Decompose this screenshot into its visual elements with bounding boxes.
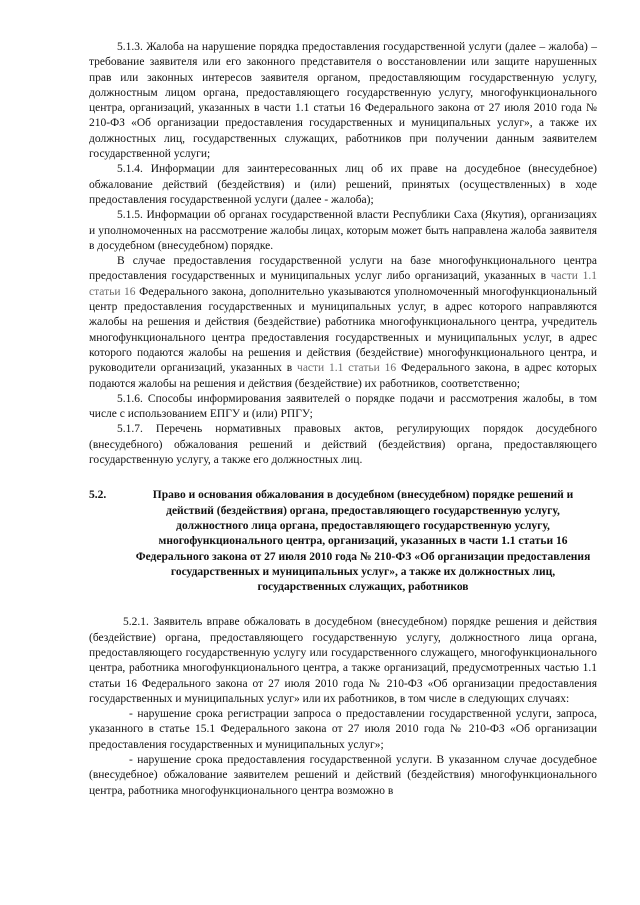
section-number: 5.2.	[89, 489, 107, 502]
paragraph-mfc-text-1: В случае предоставления государственной услуги на базе многофункционального центра предоставления государственных и муниципальных услуг либо организаций, указанных в	[89, 255, 597, 283]
paragraph-5-1-6: 5.1.6. Способы информирования заявителей о порядке подачи и рассмотрения жалобы, в том числе с использованием ЕПГУ и (или) РПГУ;	[89, 392, 597, 421]
paragraph-mfc-text-2: Федерального закона, дополнительно указываются уполномоченный многофункциональный центр предоставления государственных и муниципальных услуг, в адрес которого направляются жалобы на решения и действия (бездействие) работника многофункционального центра, учредитель многофункционального центра предоставления государственных и муниципальных услуг, в адрес которого подаются жалобы на решения и действия (бездействие) многофункционального центра, и руководители организаций, указанных в	[89, 285, 597, 375]
paragraph-mfc	[89, 254, 597, 392]
law-reference-link: части 1.1 статьи 16	[297, 362, 397, 375]
paragraph-mfc-text-3: Федерального закона, в адрес которых подаются жалобы на решения и действия (бездействие) их работников, соответственно;	[89, 362, 597, 390]
paragraph-5-1-7: 5.1.7. Перечень нормативных правовых актов, регулирующих порядок досудебного (внесудебного) обжалования решений и действий (бездействия) органа, предоставляющего государственную услугу, а также его должностных лиц.	[89, 423, 597, 467]
paragraph-5-1-5: 5.1.5. Информации об органах государственной власти Республики Саха (Якутия), организациях и уполномоченных на рассмотрение жалобы лицах, которым может быть направлена жалоба заявителя в досудебном (внесудебном) порядке.	[89, 209, 597, 252]
law-reference-link: части 1.1 статьи 16	[89, 270, 597, 298]
list-item: - нарушение срока регистрации запроса о предоставлении государственной услуги, запроса, указанного в статье 15.1 Федерального закона от 27 июля 2010 года № 210-ФЗ «Об организации предоставления государственных и муниципальных услуг»;	[89, 708, 597, 751]
spacer	[89, 468, 597, 478]
paragraph-5-1-3: 5.1.3. Жалоба на нарушение порядка предоставления государственной услуги (далее – жалоба) – требование заявителя или его законного представителя о восстановлении или защите нарушенных прав или законных интересов заявителя органом, предоставляющим государственную услугу, должностным лицом органа, предоставляющего государственную услугу, многофункционального центра, организаций, указанных в части 1.1 статьи 16 Федерального закона от 27 июля 2010 года № 210-ФЗ «Об организации предоставления государственных и муниципальных услуг», а также их должностных лиц, государственных служащих, работников при получении данным заявителем государственной услуги;	[89, 41, 597, 161]
paragraph-5-1-4: 5.1.4. Информации для заинтересованных лиц об их праве на досудебное (внесудебное) обжалование действий (бездействия) и (или) решений, принятых (осуществленных) в ходе предоставления государственной услуги (далее - жалоба);	[89, 163, 597, 206]
spacer	[89, 605, 597, 615]
list-item: - нарушение срока предоставления государственной услуги. В указанном случае досудебное (внесудебное) обжалование заявителем решений и действий (бездействия) многофункционального центра, работника многофункционального центра возможно в	[89, 754, 597, 797]
spacer	[89, 478, 597, 488]
spacer	[89, 595, 597, 605]
paragraph-5-2-1: 5.2.1. Заявитель вправе обжаловать в досудебном (внесудебном) порядке решения и действия (бездействие) органа, предоставляющего государственную услугу, должностного лица органа, предоставляющего государственную услугу или государственного служащего, многофункционального центра, работника многофункционального центра, а также организаций, предусмотренных частью 1.1 статьи 16 Федерального закона от 27 июля 2010 года № 210-ФЗ «Об организации предоставления государственных и муниципальных услуг» или их работников, в том числе в следующих случаях:	[89, 616, 597, 705]
section-title: Право и основания обжалования в досудебном (внесудебном) порядке решений и действий (бездействия) органа, предоставляющего государственную услугу, должностного лица органа, предоставляющего государственную услугу, многофункционального центра, организаций, указанных в части 1.1 статьи 16 Федерального закона от 27 июля 2010 года № 210-ФЗ «Об организации предоставления государственных и муниципальных услуг», а также их должностных лиц, государственных служащих, работников	[135, 489, 591, 594]
section-heading	[89, 488, 597, 595]
document-page	[89, 40, 597, 799]
